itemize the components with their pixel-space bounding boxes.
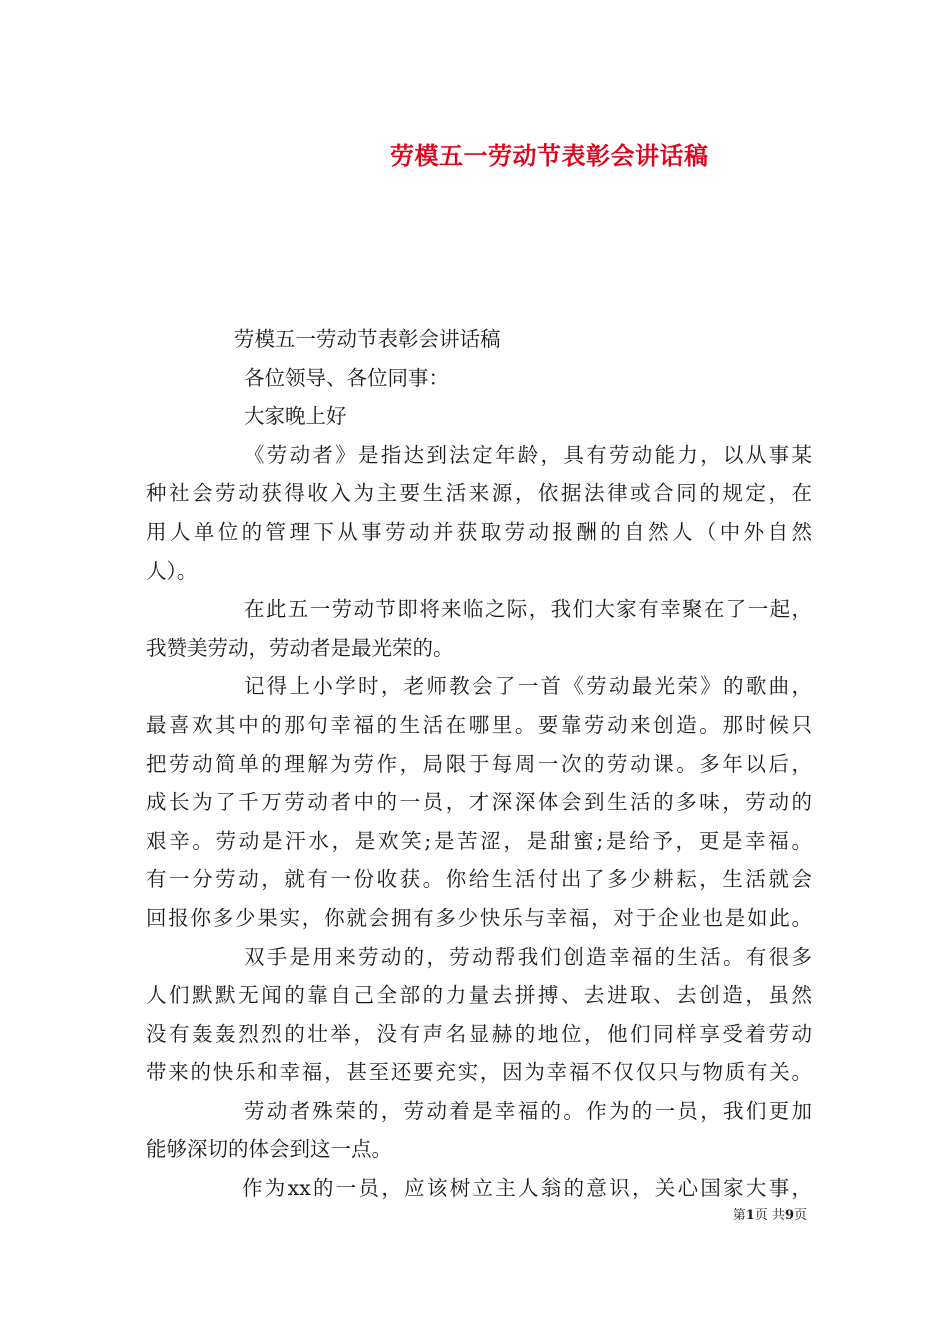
body-line: 大家晚上好	[244, 404, 347, 429]
body-line: 记得上小学时，老师教会了一首《劳动最光荣》的歌曲，	[244, 674, 812, 699]
body-line: 回报你多少果实，你就会拥有多少快乐与幸福，对于企业也是如此。	[146, 905, 812, 930]
body-line: 最喜欢其中的那句幸福的生活在哪里。要靠劳动来创造。那时候只	[146, 712, 812, 737]
body-line: 用人单位的管理下从事劳动并获取劳动报酬的自然人（中外自然	[146, 519, 812, 544]
body-line: 把劳动简单的理解为劳作，局限于每周一次的劳动课。多年以后，	[146, 751, 812, 776]
body-line: 劳模五一劳动节表彰会讲话稿	[234, 327, 501, 351]
body-line: 各位领导、各位同事：	[244, 365, 449, 390]
body-line: 《劳动者》是指达到法定年龄，具有劳动能力，以从事某	[244, 442, 812, 467]
body-line: 人们默默无闻的靠自己全部的力量去拼搏、去进取、去创造，虽然	[146, 983, 812, 1008]
page-footer	[733, 1204, 807, 1223]
body-line: 有一分劳动，就有一份收获。你给生活付出了多少耕耘，生活就会	[146, 867, 812, 892]
body-line: 带来的快乐和幸福，甚至还要充实，因为幸福不仅仅只与物质有关。	[146, 1060, 812, 1085]
body-line: 作为xx的一员，应该树立主人翁的意识，关心国家大事，	[242, 1176, 812, 1201]
body-line: 我赞美劳动，劳动者是最光荣的。	[146, 635, 454, 660]
document-body	[146, 320, 812, 1208]
body-line: 人）。	[146, 558, 198, 583]
body-line: 艰辛。劳动是汗水，是欢笑;是苦涩，是甜蜜;是给予，更是幸福。	[146, 828, 812, 853]
body-line: 能够深切的体会到这一点。	[146, 1137, 392, 1162]
body-line: 成长为了千万劳动者中的一员，才深深体会到生活的多味，劳动的	[146, 790, 812, 815]
body-line: 没有轰轰烈烈的壮举，没有声名显赫的地位，他们同样享受着劳动	[146, 1021, 812, 1046]
footer-total-pages: 9	[784, 1208, 794, 1223]
body-line: 在此五一劳动节即将来临之际，我们大家有幸聚在了一起，	[244, 597, 812, 622]
document-title: 劳模五一劳动节表彰会讲话稿	[390, 141, 709, 170]
footer-prefix: 第	[732, 1208, 746, 1223]
footer-middle: 页 共	[754, 1208, 785, 1223]
footer-suffix: 页	[793, 1208, 807, 1223]
footer-current-page: 1	[745, 1208, 755, 1223]
body-line: 种社会劳动获得收入为主要生活来源，依据法律或合同的规定，在	[146, 481, 812, 506]
body-line: 双手是用来劳动的，劳动帮我们创造幸福的生活。有很多	[244, 944, 812, 969]
body-line: 劳动者殊荣的，劳动着是幸福的。作为的一员，我们更加	[244, 1098, 812, 1123]
